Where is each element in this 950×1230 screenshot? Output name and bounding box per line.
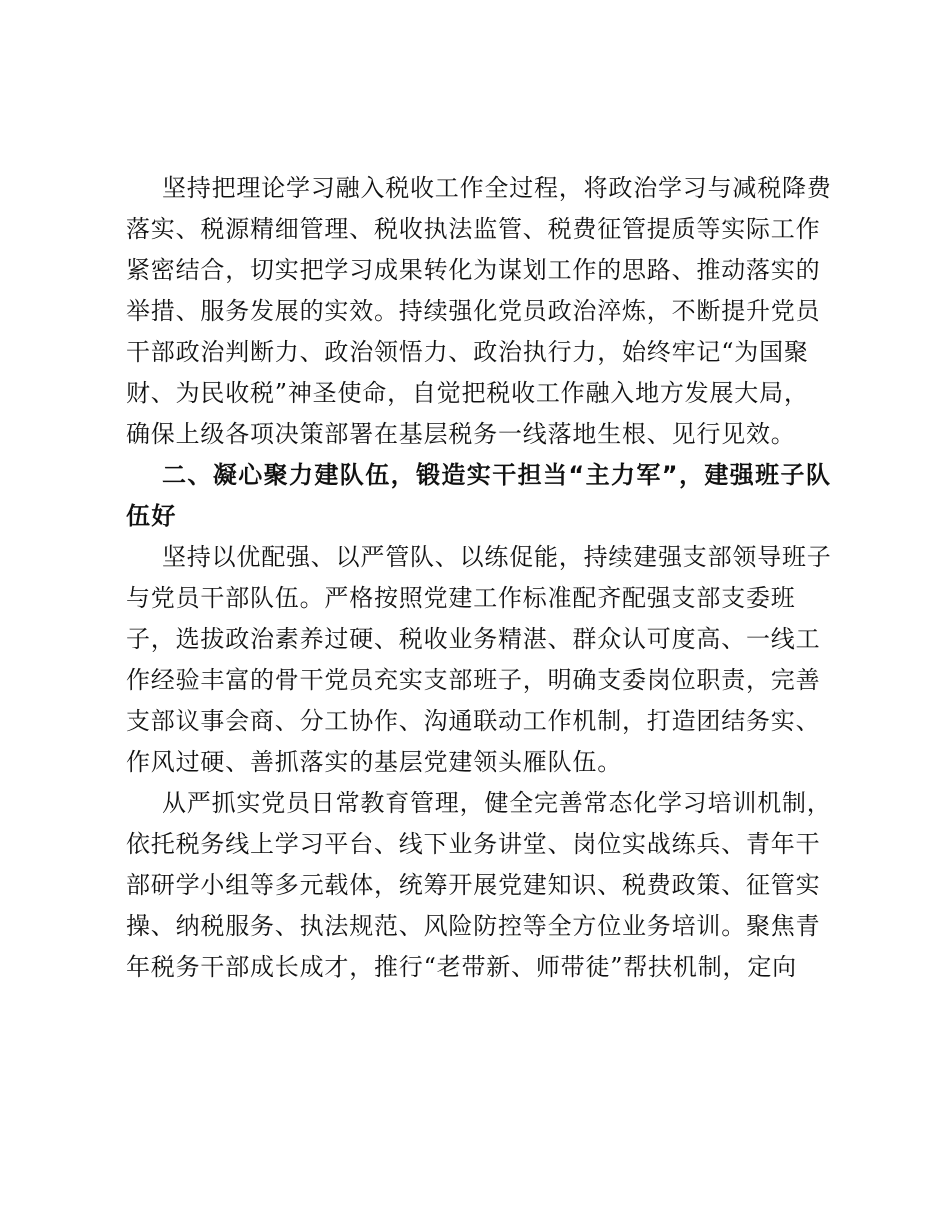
text-line: 确保上级各项决策部署在基层税务一线落地生根、见行见效。: [126, 420, 796, 448]
text-line: 坚持以优配强、以严管队、以练促能，持续建强支部领导班子: [162, 543, 832, 571]
heading-line: 二、凝心聚力建队伍，锻造实干担当“主力军”，建强班子队: [162, 461, 832, 489]
document-body: [126, 168, 832, 988]
text-line: 部研学小组等多元载体，统筹开展党建知识、税费政策、征管实: [126, 871, 821, 899]
text-line: 与党员干部队伍。严格按照党建工作标准配齐配强支部支委班: [126, 584, 796, 612]
text-line: 坚持把理论学习融入税收工作全过程，将政治学习与减税降费: [162, 174, 832, 202]
text-line: 作经验丰富的骨干党员充实支部班子，明确支委岗位职责，完善: [126, 666, 821, 694]
text-line: 紧密结合，切实把学习成果转化为谋划工作的思路、推动落实的: [126, 256, 821, 284]
text-line: 财、为民收税”神圣使命，自觉把税收工作融入地方发展大局，: [126, 379, 809, 407]
paragraph-theory-study: [126, 168, 832, 455]
text-line: 从严抓实党员日常教育管理，健全完善常态化学习培训机制，: [162, 789, 832, 817]
text-line: 操、纳税服务、执法规范、风险防控等全方位业务培训。聚焦青: [126, 912, 821, 940]
text-line: 子，选拔政治素养过硬、税收业务精湛、群众认可度高、一线工: [126, 625, 821, 653]
section-heading-team-building: [126, 455, 832, 537]
text-line: 支部议事会商、分工协作、沟通联动工作机制，打造团结务实、: [126, 707, 821, 735]
paragraph-member-education: [126, 783, 832, 988]
text-line: 依托税务线上学习平台、线下业务讲堂、岗位实战练兵、青年干: [126, 830, 821, 858]
text-line: 年税务干部成长成才，推行“老带新、师带徒”帮扶机制，定向: [126, 953, 797, 981]
paragraph-leadership-team: [126, 537, 832, 783]
text-line: 落实、税源精细管理、税收执法监管、税费征管提质等实际工作: [126, 215, 821, 243]
text-line: 干部政治判断力、政治领悟力、政治执行力，始终牢记“为国聚: [126, 338, 809, 366]
heading-line: 伍好: [126, 502, 177, 530]
text-line: 作风过硬、善抓落实的基层党建领头雁队伍。: [126, 748, 622, 776]
text-line: 举措、服务发展的实效。持续强化党员政治淬炼，不断提升党员: [126, 297, 821, 325]
